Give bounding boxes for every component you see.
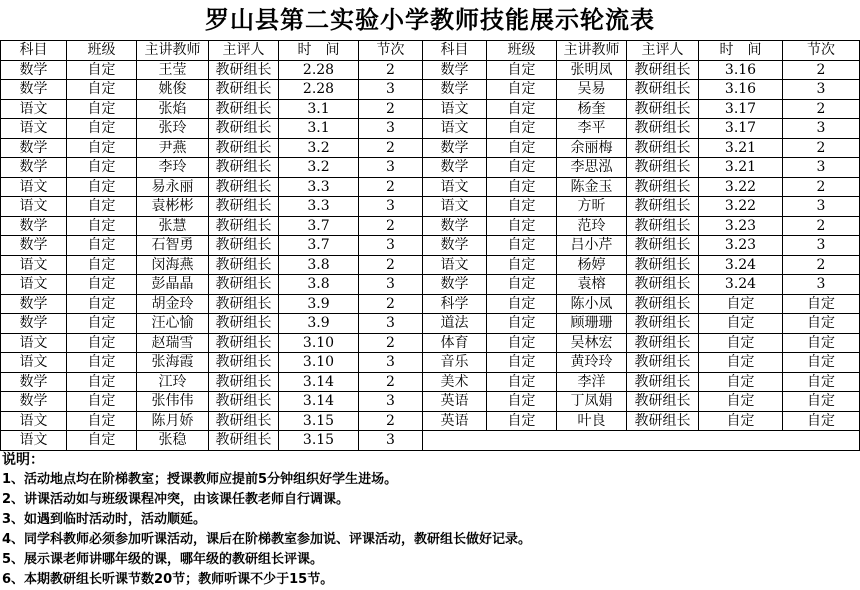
cell-teacher: 易永丽 (137, 177, 209, 197)
cell-teacher: 张海霞 (137, 353, 209, 373)
cell-time: 自定 (699, 353, 783, 373)
table-row (1, 216, 860, 236)
cell-reviewer: 教研组长 (209, 275, 279, 295)
cell-class: 自定 (67, 275, 137, 295)
cell-reviewer: 教研组长 (627, 372, 699, 392)
cell-reviewer: 教研组长 (209, 392, 279, 412)
cell-subject: 数学 (1, 80, 67, 100)
cell-subject: 数学 (423, 216, 487, 236)
cell-reviewer: 教研组长 (627, 411, 699, 431)
cell-time: 自定 (699, 411, 783, 431)
cell-teacher: 石智勇 (137, 236, 209, 256)
cell-teacher: 陈月娇 (137, 411, 209, 431)
cell-class: 自定 (487, 236, 557, 256)
cell-time: 3.23 (699, 216, 783, 236)
cell-teacher: 吴易 (557, 80, 627, 100)
cell-subject: 数学 (1, 372, 67, 392)
cell-teacher: 吕小芹 (557, 236, 627, 256)
cell-period: 3 (359, 353, 423, 373)
cell-teacher: 杨婷 (557, 255, 627, 275)
cell-teacher: 叶良 (557, 411, 627, 431)
cell-reviewer: 教研组长 (209, 177, 279, 197)
cell-period: 2 (783, 177, 860, 197)
cell-class: 自定 (67, 294, 137, 314)
cell-class: 自定 (487, 60, 557, 80)
cell-class: 自定 (67, 216, 137, 236)
cell-time: 3.21 (699, 138, 783, 158)
cell-period: 3 (783, 197, 860, 217)
cell-period: 3 (359, 236, 423, 256)
cell-time: 3.2 (279, 138, 359, 158)
cell-period: 3 (783, 119, 860, 139)
cell-period: 3 (359, 119, 423, 139)
cell-class: 自定 (67, 411, 137, 431)
cell-class: 自定 (487, 294, 557, 314)
cell-subject: 语文 (1, 197, 67, 217)
cell-time: 3.7 (279, 216, 359, 236)
cell-reviewer: 教研组长 (209, 60, 279, 80)
note-line: 5、展示课老师讲哪年级的课，哪年级的教研组长评课。 (2, 552, 324, 567)
cell-time: 3.2 (279, 158, 359, 178)
cell-subject: 数学 (423, 158, 487, 178)
cell-time: 3.14 (279, 372, 359, 392)
cell-period: 2 (359, 372, 423, 392)
page-title: 罗山县第二实验小学教师技能展示轮流表 (205, 5, 655, 34)
cell-reviewer: 教研组长 (209, 314, 279, 334)
cell-class: 自定 (487, 177, 557, 197)
cell-time: 3.22 (699, 197, 783, 217)
table-row (1, 197, 860, 217)
column-header-period: 节次 (359, 41, 423, 61)
note-line: 1、活动地点均在阶梯教室；授课教师应提前5分钟组织好学生进场。 (2, 472, 398, 487)
cell-teacher: 张稳 (137, 431, 209, 451)
cell-period: 2 (783, 138, 860, 158)
cell-reviewer: 教研组长 (627, 236, 699, 256)
cell-reviewer: 教研组长 (627, 119, 699, 139)
column-header-time: 时 间 (279, 41, 359, 61)
cell-reviewer: 教研组长 (627, 314, 699, 334)
table-row (1, 353, 860, 373)
cell-class: 自定 (487, 158, 557, 178)
cell-subject: 数学 (423, 275, 487, 295)
column-header-reviewer: 主评人 (627, 41, 699, 61)
cell-teacher: 赵瑞雪 (137, 333, 209, 353)
cell-subject: 语文 (1, 431, 67, 451)
cell-period: 自定 (783, 392, 860, 412)
cell-class: 自定 (487, 255, 557, 275)
cell-teacher: 袁彬彬 (137, 197, 209, 217)
cell-subject: 语文 (1, 119, 67, 139)
cell-period: 2 (783, 255, 860, 275)
cell-reviewer: 教研组长 (209, 80, 279, 100)
cell-period: 自定 (783, 314, 860, 334)
column-header-subject: 科目 (1, 41, 67, 61)
cell-reviewer: 教研组长 (209, 372, 279, 392)
cell-teacher: 黄玲玲 (557, 353, 627, 373)
cell-time: 2.28 (279, 60, 359, 80)
table-row (1, 158, 860, 178)
cell-period: 3 (783, 236, 860, 256)
column-header-class: 班级 (487, 41, 557, 61)
note-line: 6、本期教研组长听课节数20节；教师听课不少于15节。 (2, 572, 334, 587)
cell-period: 3 (359, 275, 423, 295)
cell-reviewer: 教研组长 (627, 99, 699, 119)
cell-reviewer: 教研组长 (627, 158, 699, 178)
cell-class: 自定 (67, 236, 137, 256)
cell-subject: 语文 (1, 411, 67, 431)
cell-subject: 语文 (1, 333, 67, 353)
cell-period: 2 (359, 411, 423, 431)
cell-teacher: 姚俊 (137, 80, 209, 100)
cell-period: 3 (359, 197, 423, 217)
cell-subject: 音乐 (423, 353, 487, 373)
cell-reviewer: 教研组长 (627, 138, 699, 158)
cell-time: 3.24 (699, 255, 783, 275)
note-line: 4、同学科教师必须参加听课活动，课后在阶梯教室参加说、评课活动，教研组长做好记录。 (2, 532, 532, 547)
cell-reviewer: 教研组长 (209, 353, 279, 373)
cell-subject: 英语 (423, 392, 487, 412)
cell-reviewer: 教研组长 (209, 216, 279, 236)
cell-time: 3.15 (279, 431, 359, 451)
cell-reviewer: 教研组长 (209, 158, 279, 178)
cell-period: 2 (359, 177, 423, 197)
cell-teacher: 余丽梅 (557, 138, 627, 158)
cell-time: 自定 (699, 314, 783, 334)
cell-subject: 语文 (1, 99, 67, 119)
cell-teacher: 李洋 (557, 372, 627, 392)
cell-subject: 语文 (423, 197, 487, 217)
cell-teacher: 王莹 (137, 60, 209, 80)
schedule-table (0, 40, 860, 451)
column-header-period: 节次 (783, 41, 860, 61)
table-row (1, 294, 860, 314)
cell-teacher: 陈金玉 (557, 177, 627, 197)
cell-subject: 数学 (1, 294, 67, 314)
cell-reviewer: 教研组长 (209, 119, 279, 139)
cell-period: 3 (359, 80, 423, 100)
cell-class: 自定 (487, 275, 557, 295)
cell-teacher: 李玲 (137, 158, 209, 178)
cell-class: 自定 (487, 119, 557, 139)
header-row (1, 41, 860, 61)
cell-teacher: 杨奎 (557, 99, 627, 119)
cell-time: 3.3 (279, 197, 359, 217)
cell-subject: 数学 (1, 392, 67, 412)
table-row (1, 255, 860, 275)
column-header-subject: 科目 (423, 41, 487, 61)
cell-reviewer: 教研组长 (627, 333, 699, 353)
cell-period: 自定 (783, 353, 860, 373)
cell-period: 3 (359, 431, 423, 451)
cell-time: 3.16 (699, 60, 783, 80)
cell-teacher: 张明凤 (557, 60, 627, 80)
cell-subject: 数学 (1, 158, 67, 178)
cell-time: 3.17 (699, 119, 783, 139)
cell-subject: 英语 (423, 411, 487, 431)
cell-teacher: 张伟伟 (137, 392, 209, 412)
cell-reviewer: 教研组长 (209, 411, 279, 431)
cell-time: 3.8 (279, 255, 359, 275)
cell-teacher: 闵海燕 (137, 255, 209, 275)
cell-subject: 数学 (1, 216, 67, 236)
table-row (1, 275, 860, 295)
cell-class: 自定 (67, 99, 137, 119)
table-row (1, 372, 860, 392)
cell-subject: 数学 (423, 80, 487, 100)
cell-subject: 数学 (423, 60, 487, 80)
cell-class: 自定 (67, 372, 137, 392)
cell-subject: 语文 (1, 275, 67, 295)
cell-subject: 体育 (423, 333, 487, 353)
cell-time: 3.23 (699, 236, 783, 256)
cell-class: 自定 (67, 392, 137, 412)
cell-class: 自定 (67, 138, 137, 158)
table-row (1, 411, 860, 431)
cell-period: 2 (359, 294, 423, 314)
cell-reviewer: 教研组长 (209, 99, 279, 119)
cell-period: 自定 (783, 372, 860, 392)
cell-time: 3.10 (279, 333, 359, 353)
table-row (1, 80, 860, 100)
column-header-class: 班级 (67, 41, 137, 61)
cell-class: 自定 (67, 431, 137, 451)
cell-time: 3.16 (699, 80, 783, 100)
column-header-teacher: 主讲教师 (557, 41, 627, 61)
cell-time: 自定 (699, 294, 783, 314)
cell-time: 3.22 (699, 177, 783, 197)
cell-class: 自定 (67, 314, 137, 334)
cell-class: 自定 (67, 80, 137, 100)
cell-reviewer: 教研组长 (209, 197, 279, 217)
cell-period: 3 (783, 275, 860, 295)
table-row (1, 119, 860, 139)
table-row (1, 314, 860, 334)
note-line: 3、如遇到临时活动时，活动顺延。 (2, 512, 207, 527)
cell-teacher: 汪心愉 (137, 314, 209, 334)
cell-reviewer: 教研组长 (209, 294, 279, 314)
cell-period: 3 (783, 80, 860, 100)
cell-subject: 美术 (423, 372, 487, 392)
cell-class: 自定 (67, 119, 137, 139)
cell-class: 自定 (487, 372, 557, 392)
cell-time: 3.24 (699, 275, 783, 295)
cell-subject: 道法 (423, 314, 487, 334)
cell-class: 自定 (487, 392, 557, 412)
cell-teacher: 张玲 (137, 119, 209, 139)
notes-section (0, 450, 860, 590)
cell-teacher: 胡金玲 (137, 294, 209, 314)
cell-teacher: 张慧 (137, 216, 209, 236)
cell-period: 2 (359, 99, 423, 119)
cell-period: 3 (359, 158, 423, 178)
cell-teacher: 方昕 (557, 197, 627, 217)
cell-class: 自定 (67, 177, 137, 197)
cell-subject: 数学 (1, 236, 67, 256)
cell-period: 自定 (783, 411, 860, 431)
cell-time: 3.15 (279, 411, 359, 431)
cell-class: 自定 (487, 197, 557, 217)
table-row (1, 236, 860, 256)
cell-teacher: 陈小凤 (557, 294, 627, 314)
cell-subject: 语文 (423, 99, 487, 119)
cell-teacher: 江玲 (137, 372, 209, 392)
cell-subject: 数学 (1, 138, 67, 158)
cell-time: 3.9 (279, 314, 359, 334)
cell-time: 3.10 (279, 353, 359, 373)
cell-reviewer: 教研组长 (209, 333, 279, 353)
cell-teacher: 李思泓 (557, 158, 627, 178)
cell-teacher: 尹燕 (137, 138, 209, 158)
cell-period: 自定 (783, 333, 860, 353)
cell-class: 自定 (67, 158, 137, 178)
cell-period: 3 (359, 314, 423, 334)
cell-teacher: 吴林宏 (557, 333, 627, 353)
cell-class: 自定 (487, 99, 557, 119)
cell-teacher: 彭晶晶 (137, 275, 209, 295)
cell-reviewer: 教研组长 (627, 197, 699, 217)
cell-class: 自定 (487, 138, 557, 158)
column-header-teacher: 主讲教师 (137, 41, 209, 61)
cell-class: 自定 (67, 197, 137, 217)
cell-time: 3.21 (699, 158, 783, 178)
cell-reviewer: 教研组长 (627, 275, 699, 295)
cell-time: 3.17 (699, 99, 783, 119)
cell-class: 自定 (67, 353, 137, 373)
column-header-time: 时 间 (699, 41, 783, 61)
table-row (1, 177, 860, 197)
empty-cell (423, 431, 860, 451)
cell-class: 自定 (487, 314, 557, 334)
cell-reviewer: 教研组长 (627, 353, 699, 373)
cell-class: 自定 (487, 216, 557, 236)
cell-class: 自定 (487, 411, 557, 431)
cell-subject: 数学 (423, 138, 487, 158)
cell-subject: 数学 (1, 60, 67, 80)
cell-time: 3.9 (279, 294, 359, 314)
cell-time: 3.1 (279, 99, 359, 119)
cell-time: 3.14 (279, 392, 359, 412)
cell-reviewer: 教研组长 (627, 392, 699, 412)
cell-teacher: 丁凤娟 (557, 392, 627, 412)
cell-period: 2 (359, 216, 423, 236)
cell-class: 自定 (487, 80, 557, 100)
cell-subject: 语文 (1, 353, 67, 373)
cell-period: 2 (783, 60, 860, 80)
cell-reviewer: 教研组长 (209, 431, 279, 451)
cell-period: 3 (359, 392, 423, 412)
cell-teacher: 李平 (557, 119, 627, 139)
cell-time: 自定 (699, 333, 783, 353)
cell-class: 自定 (67, 255, 137, 275)
column-header-reviewer: 主评人 (209, 41, 279, 61)
cell-subject: 数学 (1, 314, 67, 334)
cell-reviewer: 教研组长 (209, 255, 279, 275)
cell-period: 2 (359, 255, 423, 275)
cell-reviewer: 教研组长 (627, 177, 699, 197)
cell-time: 2.28 (279, 80, 359, 100)
cell-period: 2 (783, 216, 860, 236)
cell-time: 3.7 (279, 236, 359, 256)
table-row (1, 392, 860, 412)
cell-subject: 数学 (423, 236, 487, 256)
cell-period: 3 (783, 158, 860, 178)
notes-heading: 说明： (2, 452, 44, 468)
table-row (1, 431, 860, 451)
cell-class: 自定 (487, 353, 557, 373)
table-row (1, 138, 860, 158)
cell-teacher: 顾珊珊 (557, 314, 627, 334)
cell-reviewer: 教研组长 (209, 236, 279, 256)
cell-teacher: 张焰 (137, 99, 209, 119)
cell-class: 自定 (487, 333, 557, 353)
cell-subject: 语文 (1, 177, 67, 197)
table-row (1, 60, 860, 80)
note-line: 2、讲课活动如与班级课程冲突，由该课任教老师自行调课。 (2, 492, 350, 507)
cell-reviewer: 教研组长 (627, 80, 699, 100)
cell-time: 3.8 (279, 275, 359, 295)
cell-period: 2 (783, 99, 860, 119)
cell-time: 3.1 (279, 119, 359, 139)
cell-period: 自定 (783, 294, 860, 314)
cell-time: 自定 (699, 372, 783, 392)
cell-subject: 语文 (423, 119, 487, 139)
cell-subject: 科学 (423, 294, 487, 314)
cell-subject: 语文 (423, 255, 487, 275)
cell-reviewer: 教研组长 (209, 138, 279, 158)
cell-reviewer: 教研组长 (627, 294, 699, 314)
cell-reviewer: 教研组长 (627, 60, 699, 80)
cell-subject: 语文 (1, 255, 67, 275)
cell-time: 3.3 (279, 177, 359, 197)
cell-class: 自定 (67, 333, 137, 353)
table-row (1, 333, 860, 353)
cell-teacher: 袁榕 (557, 275, 627, 295)
cell-period: 2 (359, 333, 423, 353)
cell-time: 自定 (699, 392, 783, 412)
cell-period: 2 (359, 138, 423, 158)
cell-period: 2 (359, 60, 423, 80)
cell-reviewer: 教研组长 (627, 255, 699, 275)
cell-subject: 语文 (423, 177, 487, 197)
cell-class: 自定 (67, 60, 137, 80)
table-row (1, 99, 860, 119)
cell-teacher: 范玲 (557, 216, 627, 236)
cell-reviewer: 教研组长 (627, 216, 699, 236)
